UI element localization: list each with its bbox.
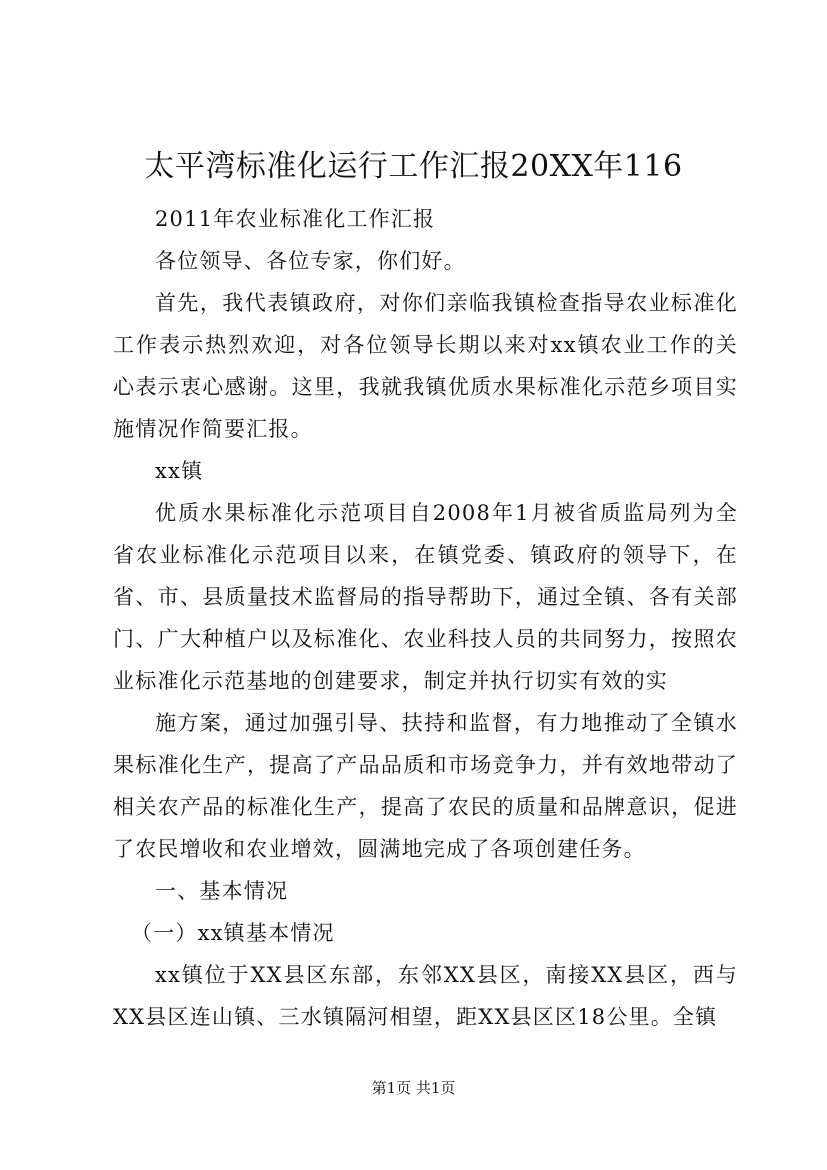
paragraph-location: xx镇位于XX县区东部，东邻XX县区，南接XX县区，西与XX县区连山镇、三水镇隔河相望，距XX县区区18公里。全镇 — [113, 963, 738, 1029]
paragraph-plan: 施方案，通过加强引导、扶持和监督，有力地推动了全镇水果标准化生产，提高了产品品质和市场竞争力，并有效地带动了相关农产品的标准化生产，提高了农民的质量和品牌意识，促进了农民增收和农业增效，圆满地完成了各项创建任务。 — [113, 711, 738, 861]
subsection-heading: （一）xx镇基本情况 — [131, 921, 335, 945]
document-title: 太平湾标准化运行工作汇报20XX年116 — [144, 149, 683, 184]
document-body — [113, 198, 738, 1038]
paragraph-intro: 首先，我代表镇政府，对你们亲临我镇检查指导农业标准化工作表示热烈欢迎，对各位领导长期以来对xx镇农业工作的关心表示衷心感谢。这里，我就我镇优质水果标准化示范乡项目实施情况作简要汇报。 — [113, 291, 738, 441]
section-heading: 一、基本情况 — [155, 879, 289, 903]
paragraph-subtitle: 2011年农业标准化工作汇报 — [155, 207, 436, 231]
paragraph-project: 优质水果标准化示范项目自2008年1月被省质监局列为全省农业标准化示范项目以来，在镇党委、镇政府的领导下，在省、市、县质量技术监督局的指导帮助下，通过全镇、各有关部门、广大种植户以及标准化、农业科技人员的共同努力，按照农业标准化示范基地的创建要求，制定并执行切实有效的实 — [113, 501, 738, 693]
paragraph-town: xx镇 — [155, 459, 204, 483]
page-footer: 第1页 共1页 — [371, 1079, 456, 1097]
paragraph-greeting: 各位领导、各位专家，你们好。 — [155, 249, 466, 273]
